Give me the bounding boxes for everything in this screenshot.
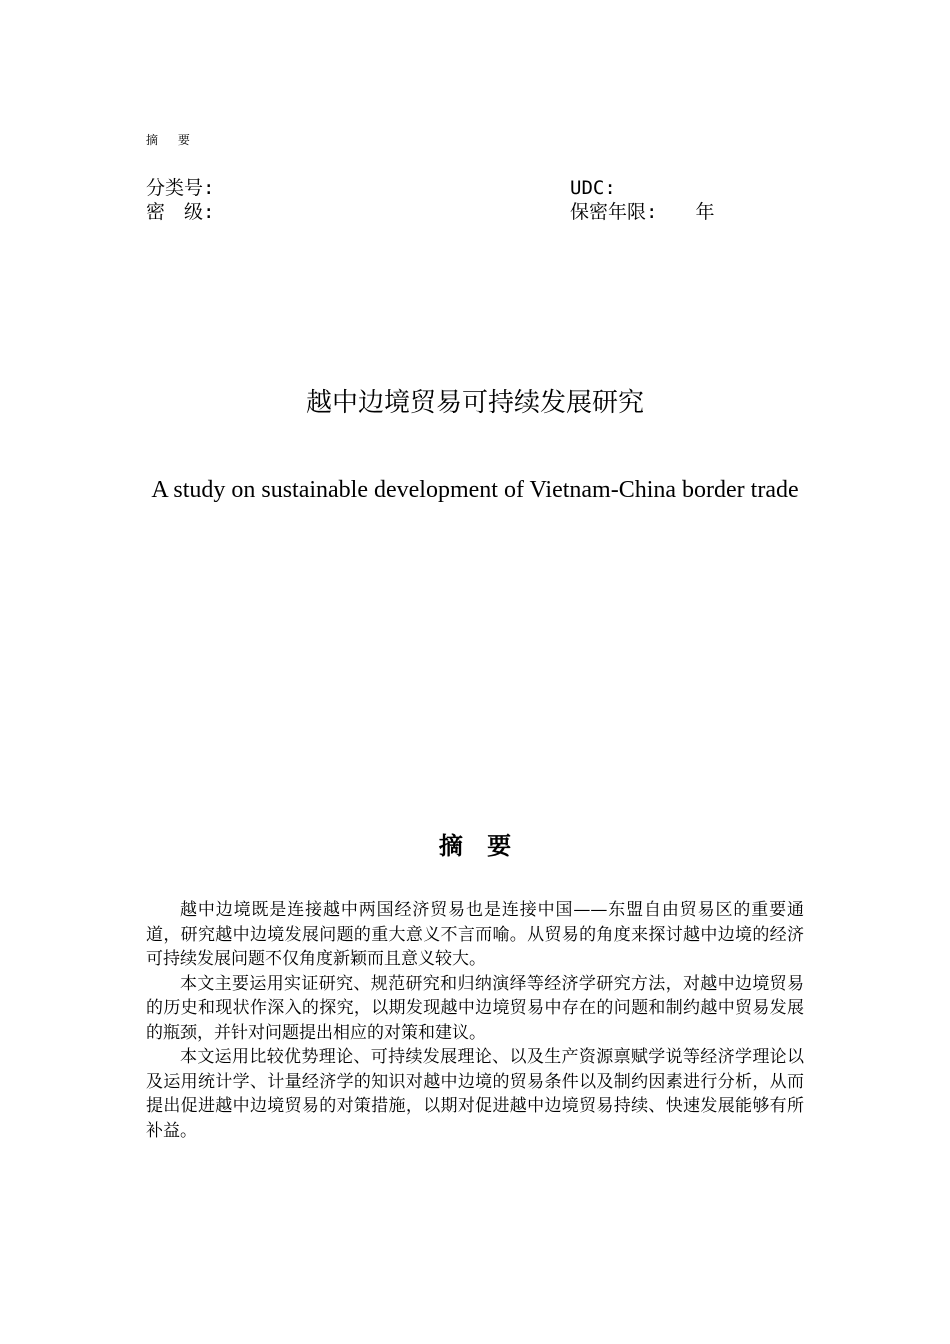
abstract-paragraph: 本文运用比较优势理论、可持续发展理论、以及生产资源禀赋学说等经济学理论以及运用统计学、计量经济学的知识对越中边境的贸易条件以及制约因素进行分析，从而提出促进越中边境贸易的对策措施，以期对促进越中边境贸易持续、快速发展能够有所补益。 [146,1047,804,1141]
running-header: 摘 要 [146,133,198,147]
abstract-paragraph: 本文主要运用实证研究、规范研究和归纳演绎等经济学研究方法，对越中边境贸易的历史和现状作深入的探究，以期发现越中边境贸易中存在的问题和制约越中贸易发展的瓶颈，并针对问题提出相应的对策和建议。 [146,973,804,1043]
abstract-paragraph: 越中边境既是连接越中两国经济贸易也是连接中国——东盟自由贸易区的重要通道，研究越中边境发展问题的重大意义不言而喻。从贸易的角度来探讨越中边境的经济可持续发展问题不仅角度新颖而且意义较大。 [146,900,804,969]
chinese-title: 越中边境贸易可持续发展研究 [305,388,644,418]
classification-number-field: 分类号: [146,177,215,199]
english-title: A study on sustainable development of Vietnam-China border trade [151,477,799,503]
abstract-heading: 摘 要 [438,832,520,860]
secrecy-period-field: 保密年限: 年 [570,201,715,223]
abstract-body [146,898,804,1143]
udc-field: UDC: [570,177,616,199]
secrecy-level-field: 密 级: [146,201,215,223]
